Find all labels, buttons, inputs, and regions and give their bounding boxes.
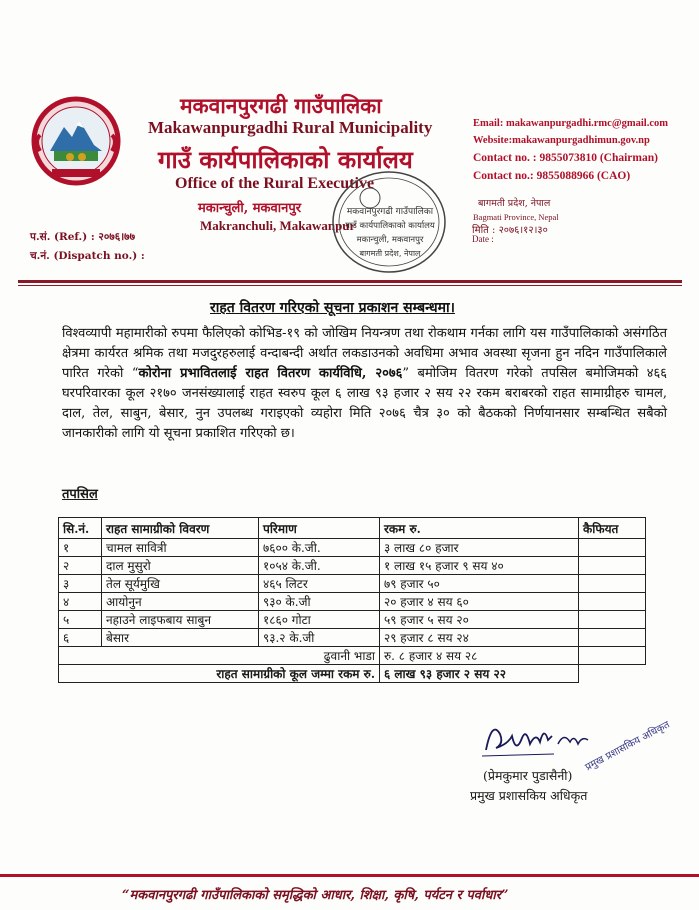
row-sn: ५ xyxy=(59,611,102,629)
row-sn: ३ xyxy=(59,575,102,593)
date-np: मिति : २०७६।१२।३० xyxy=(472,225,548,236)
address-en: Makranchuli, Makawanpur xyxy=(200,218,356,233)
row-sn: ६ xyxy=(59,629,102,647)
officer-signature xyxy=(478,714,598,762)
row-qty: १८६० गोटा xyxy=(259,611,380,629)
row-remarks xyxy=(579,593,646,611)
address-np: मकान्चुली, मकवानपुर xyxy=(198,201,302,216)
row-remarks xyxy=(579,557,646,575)
stamp-line-1: मकवानपुरगढी गाउँपालिका xyxy=(346,207,434,217)
transport-row xyxy=(59,647,646,665)
office-name-np: गाउँ कार्यपालिकाको कार्यालय xyxy=(158,145,413,174)
row-qty: ९३.२ के.जी xyxy=(259,629,380,647)
header-divider xyxy=(18,280,682,283)
row-item: बेसार xyxy=(102,629,259,647)
header-item: राहत सामाग्रीको विवरण xyxy=(102,518,259,539)
contact-chairman: Contact no. : 9855073810 (Chairman) xyxy=(473,152,658,164)
municipality-name-en: Makawanpurgadhi Rural Municipality xyxy=(148,118,433,137)
notice-body xyxy=(62,324,667,444)
stamp-line-3: मकान्चुली, मकवानपुर xyxy=(356,235,424,245)
row-amount: १ लाख १५ हजार ९ सय ४० xyxy=(380,557,579,575)
table-row xyxy=(59,575,646,593)
row-remarks xyxy=(579,611,646,629)
total-amount: ६ लाख ९३ हजार २ सय २२ xyxy=(380,665,579,683)
officer-name: (प्रेमकुमार पुडासैनी) xyxy=(483,768,573,783)
header-divider-thin xyxy=(18,285,682,286)
office-name-en: Office of the Rural Executive xyxy=(175,175,375,192)
office-stamp xyxy=(330,168,448,276)
table-row xyxy=(59,629,646,647)
nepal-emblem-logo xyxy=(30,95,122,187)
row-qty: ७६०० के.जी. xyxy=(259,539,380,557)
province-np: बागमती प्रदेश, नेपाल xyxy=(478,198,551,209)
transport-remarks xyxy=(579,647,646,665)
stamp-line-2: गाउँ कार्यपालिकाको कार्यालय xyxy=(345,221,435,231)
total-remarks xyxy=(579,665,646,683)
row-sn: १ xyxy=(59,539,102,557)
row-qty: ९३० के.जी xyxy=(259,593,380,611)
row-amount: ७९ हजार ५० xyxy=(380,575,579,593)
stamp-line-4: बागमती प्रदेश, नेपाल xyxy=(359,249,421,258)
row-item: दाल मुसुरो xyxy=(102,557,259,575)
website-line: Website:makawanpurgadhimun.gov.np xyxy=(473,135,650,146)
header-quantity: परिमाण xyxy=(259,518,380,539)
row-amount: २० हजार ४ सय ६० xyxy=(380,593,579,611)
body-bold-procedure: कोरोना प्रभावितलाई राहत वितरण कार्यविधि, २०७६ xyxy=(138,366,403,381)
table-row xyxy=(59,593,646,611)
reference-number: प.सं. (Ref.) : २०७६।७७ xyxy=(30,231,136,243)
signature-stamp-text: प्रमुख प्रशासकिय अधिकृत xyxy=(583,719,672,774)
row-qty: ४६५ लिटर xyxy=(259,575,380,593)
row-item: चामल सावित्री xyxy=(102,539,259,557)
row-amount: ५९ हजार ५ सय २० xyxy=(380,611,579,629)
header-sn: सि.नं. xyxy=(59,518,102,539)
row-remarks xyxy=(579,539,646,557)
footer-slogan: “मकवानपुरगढी गाउँपालिकाको समृद्धिको आधार, शिक्षा, कृषि, पर्यटन र पर्वाधार” xyxy=(122,888,509,903)
row-sn: ४ xyxy=(59,593,102,611)
header-remarks: कैफियत xyxy=(579,518,646,539)
transport-amount: रु. ८ हजार ४ सय २८ xyxy=(380,647,579,665)
table-row xyxy=(59,611,646,629)
email-line: Email: makawanpurgadhi.rmc@gmail.com xyxy=(473,118,668,129)
transport-label: ढुवानी भाडा xyxy=(59,647,380,665)
subject-heading: राहत वितरण गरिएको सूचना प्रकाशन सम्बन्धमा। xyxy=(210,300,455,316)
contact-cao: Contact no.: 9855088966 (CAO) xyxy=(473,170,631,182)
details-label: तपसिल xyxy=(62,487,98,502)
relief-items-table xyxy=(58,517,646,683)
row-item: नहाउने लाइफबाय साबुन xyxy=(102,611,259,629)
row-amount: २९ हजार ८ सय २४ xyxy=(380,629,579,647)
table-row xyxy=(59,557,646,575)
row-remarks xyxy=(579,575,646,593)
row-remarks xyxy=(579,629,646,647)
body-text-part1: विश्वव्यापी महामारीको रुपमा फैलिएको कोभिड-१९ को जोखिम नियन्त्रण तथा रोकथाम गर्नका लागि यस गाउँपालिकाको असंगठित क्षेत्रमा कार्यरत श्रमिक तथा मजदुरहरुलाई वन्दाबन्दी अर्थात लकडाउनको अवधिमा अभाव अवस्था सृजना हुन नदिन गाउँपालिकाले पारित गरेको “ xyxy=(62,326,667,381)
date-en: Date : xyxy=(472,234,494,244)
row-item: तेल सूर्यमुखि xyxy=(102,575,259,593)
table-header-row xyxy=(59,518,646,539)
row-amount: ३ लाख ८० हजार xyxy=(380,539,579,557)
body-text-part2: ” बमोजिम वितरण गरेको तपसिल बमोजिमको ४६६ घरपरिवारका कूल २१७० जनसंख्यालाई राहत स्वरुप कूल ६ लाख ९३ हजार २ सय २२ रकम बराबरको राहत सामाग्रीहरु चामल, दाल, तेल, साबुन, बेसार, नुन उपलब्ध गराइएको व्यहोरा मिति २०७६ चैत्र ३० को बैठकको निर्णयानसार सम्बन्धित सबैको जानकारीको लागि यो सूचना प्रकाशित गरिएको छ। xyxy=(62,366,667,441)
officer-title: प्रमुख प्रशासकिय अधिकृत xyxy=(470,788,588,803)
province-en: Bagmati Province, Nepal xyxy=(473,212,559,222)
dispatch-number: च.नं. (Dispatch no.) : xyxy=(30,250,145,262)
table-row xyxy=(59,539,646,557)
header-amount: रकम रु. xyxy=(380,518,579,539)
row-item: आयोनुन xyxy=(102,593,259,611)
footer-divider xyxy=(0,874,699,877)
row-qty: १०५४ के.जी. xyxy=(259,557,380,575)
total-row xyxy=(59,665,646,683)
row-sn: २ xyxy=(59,557,102,575)
municipality-name-np: मकवानपुरगढी गाउँपालिका xyxy=(180,93,382,118)
total-label: राहत सामाग्रीको कूल जम्मा रकम रु. xyxy=(59,665,380,683)
